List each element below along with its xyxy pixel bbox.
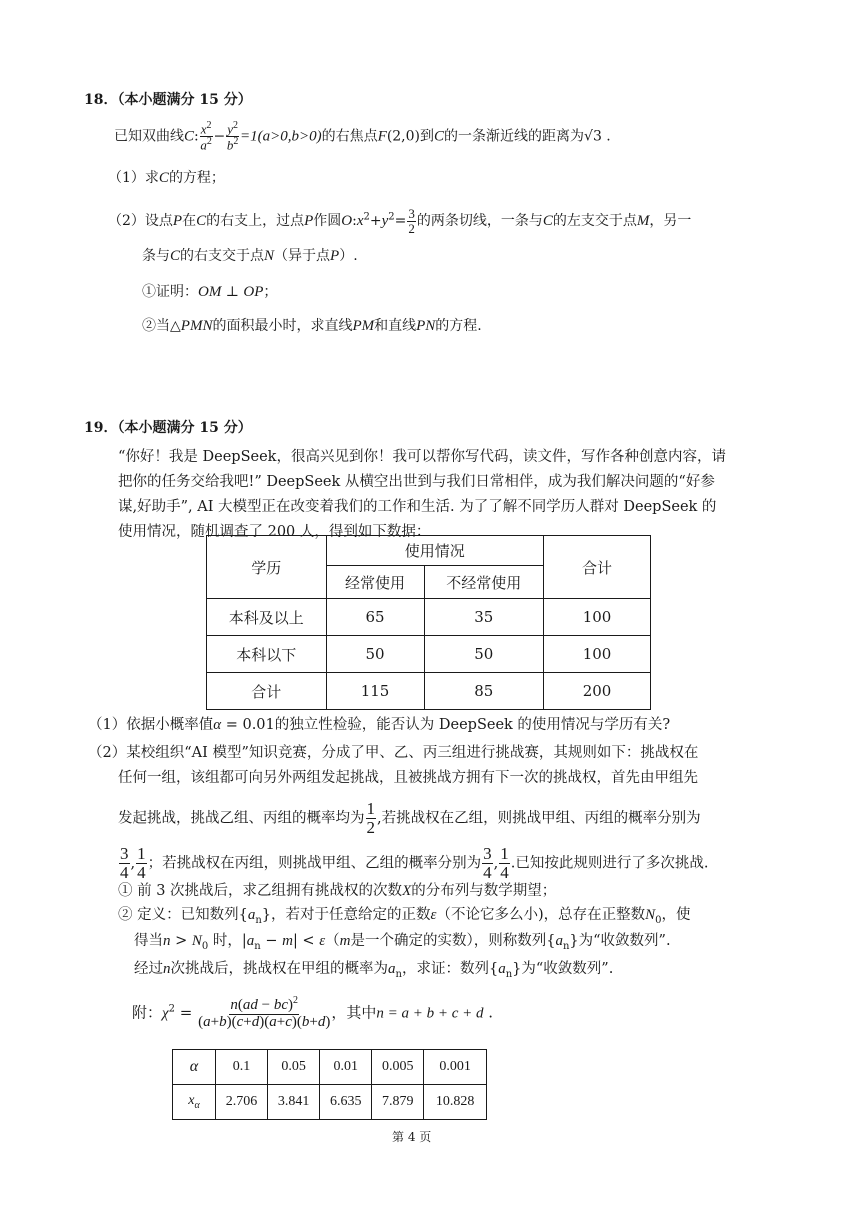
cell-not-often: 35 <box>424 599 544 636</box>
x-value: 10.828 <box>424 1085 487 1120</box>
q19-part1: （1）依据小概率值α = 0.01的独立性检验，能否认为 DeepSeek 的使用情况与学历有关? <box>88 717 671 733</box>
q19-sub2-line2: 得当$n > N_0$ 时，$|a_n - m| < \varepsilon(m$是一个确定的实数），则称数列$\{a_n\}$为“收敛数列”. <box>134 933 671 952</box>
alpha-table <box>172 1049 487 1120</box>
cell-total: 200 <box>544 673 651 710</box>
q18-statement: 已知双曲线C: $\frac{x^2}{a^2}$ − $\frac{y^2}{b^2}$ =1(a>0,b>0)的右焦点F(2,0)到C的一条渐近线的距离为√3 . <box>114 120 611 153</box>
alpha-value: 0.1 <box>216 1050 268 1085</box>
cell-not-often: 50 <box>424 636 544 673</box>
q19-sub2-line3: 经过n次挑战后，挑战权在甲组的概率为$a_n$，求证：数列$\{a_n\}$为“收敛数列”. <box>134 961 614 980</box>
alpha-value: 0.005 <box>372 1050 424 1085</box>
q19-part2-line4: $\frac{3}{4}$ , $\frac{1}{4}$ ；若挑战权在丙组，则挑战甲组、乙组的概率分别为 $\frac{3}{4}$ , $\frac{1}{4}$ .已知按此规则进行了多次挑战. <box>120 844 709 882</box>
q18-sub2: ②当△PMN的面积最小时，求直线PM和直线PN的方程. <box>142 318 482 334</box>
alpha-value: 0.05 <box>268 1050 320 1085</box>
page-footer: 第 4 页 <box>392 1130 432 1144</box>
alpha-header: α <box>173 1050 216 1085</box>
header-education: 学历 <box>207 536 327 599</box>
table-row <box>207 599 651 636</box>
header-usage: 使用情况 <box>326 536 544 566</box>
q19-sub2-line1: ② 定义：已知数列$\{a_n\}$，若对于任意给定的正数ε（不论它多么小)，总存在正整数$N_0$，使 <box>118 907 691 926</box>
x-value: 7.879 <box>372 1085 424 1120</box>
q18-header: 18．（本小题满分 15 分） <box>84 92 252 108</box>
cell-not-often: 85 <box>424 673 544 710</box>
alpha-value: 0.01 <box>320 1050 372 1085</box>
q19-part2-line3: 发起挑战，挑战乙组、丙组的概率均为 $\frac{1}{2}$ ,若挑战权在乙组，则挑战甲组、丙组的概率分别为 <box>118 799 701 837</box>
x-value: 3.841 <box>268 1085 320 1120</box>
cell-often: 50 <box>326 636 424 673</box>
q19-header: 19．（本小题满分 15 分） <box>84 420 252 436</box>
q18-part2-line1: （2）设点P在C的右支上，过点P作圆$O:x^2+y^2=$ $\frac{3}{2}$ 的两条切线，一条与C的左支交于点M，另一 <box>108 206 692 236</box>
header-not-often: 不经常使用 <box>424 566 544 599</box>
cell-often: 115 <box>326 673 424 710</box>
x-value: 6.635 <box>320 1085 372 1120</box>
table-row <box>207 636 651 673</box>
header-often: 经常使用 <box>326 566 424 599</box>
q18-sub1: ①证明：OM ⊥ OP； <box>142 284 278 300</box>
q19-sub1: ① 前 3 次挑战后，求乙组拥有挑战权的次数X的分布列与数学期望； <box>118 883 557 899</box>
alpha-value: 0.001 <box>424 1050 487 1085</box>
appendix-formula: 附：$\chi^2$ = $\frac{n(ad - bc)^2}{(a+b)(c+d)(a+c)(b+d)}$ ，其中n = a + b + c + d . <box>132 995 494 1030</box>
cell-often: 65 <box>326 599 424 636</box>
q18-part1: （1）求C的方程； <box>108 170 225 186</box>
table-row <box>207 673 651 710</box>
x-alpha-header: $x_\alpha$ <box>173 1085 216 1120</box>
row-label: 本科以下 <box>207 636 327 673</box>
q19-intro: “你好！我是 DeepSeek，很高兴见到你！我可以帮你写代码，读文件，写作各种创意内容，请 把你的任务交给我吧!” DeepSeek 从横空出世到与我们日常相伴，成为我们解决问题的“好参 谋,好助手”, AI 大模型正在改变着我们的工作和生活. 为了了解不同学历人群对 DeepSeek 的 使用情况，随机调查了 200 人，得到如下数据： <box>118 449 726 540</box>
row-label: 本科及以上 <box>207 599 327 636</box>
x-value: 2.706 <box>216 1085 268 1120</box>
usage-table <box>206 535 651 710</box>
q19-part2: （2）某校组织“AI 模型”知识竞赛，分成了甲、乙、丙三组进行挑战赛，其规则如下：挑战权在 任何一组，该组都可向另外两组发起挑战，且被挑战方拥有下一次的挑战权，首先由甲组先 <box>88 745 699 786</box>
cell-total: 100 <box>544 599 651 636</box>
q18-part2-line2: 条与C的右支交于点N（异于点P）. <box>142 248 358 264</box>
header-total: 合计 <box>544 536 651 599</box>
row-label: 合计 <box>207 673 327 710</box>
cell-total: 100 <box>544 636 651 673</box>
